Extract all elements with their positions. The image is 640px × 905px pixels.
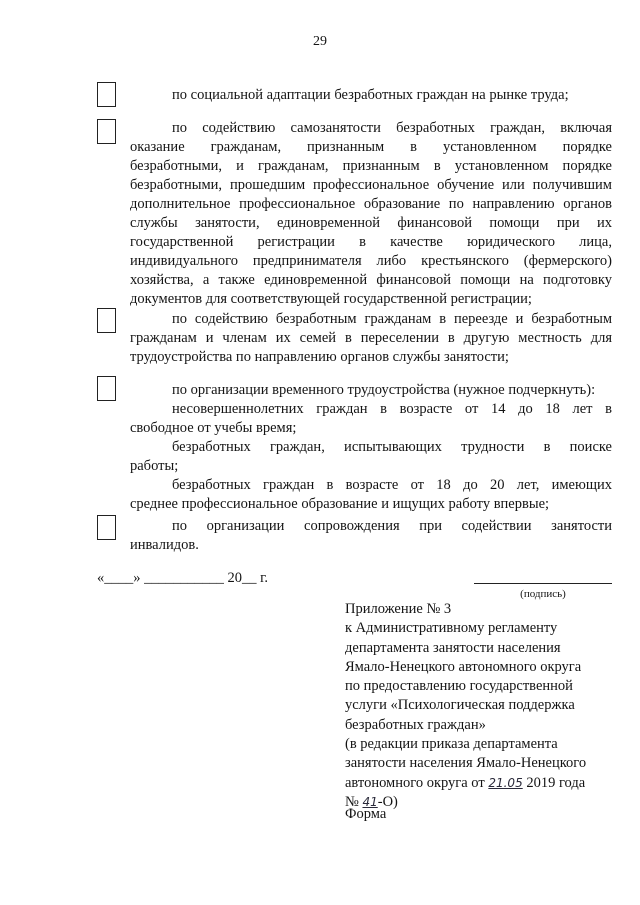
option-text: хозяйства, а также единовременной финансовой помощи на подготовку xyxy=(130,272,612,288)
option-text: документов для соответствующей государственной регистрации; xyxy=(130,291,532,307)
option-text: работы; xyxy=(130,458,179,474)
option-relocation xyxy=(130,310,612,367)
handwritten-order-number: 41 xyxy=(362,794,378,809)
checkbox-self-employment[interactable] xyxy=(97,119,116,144)
appendix-line: департамента занятости населения xyxy=(345,639,561,656)
option-text: среднее профессиональное образование и ищущих работу впервые; xyxy=(130,496,550,512)
signature-line xyxy=(474,583,612,584)
appendix-line: Приложение № 3 xyxy=(345,601,452,617)
appendix-order-line xyxy=(345,774,615,793)
option-text: по организации сопровождения при содействии занятости xyxy=(172,518,612,534)
option-disabled-support xyxy=(130,517,612,555)
number-line-suffix: -О) xyxy=(377,793,398,810)
appendix-line: (в редакции приказа департамента xyxy=(345,736,558,753)
number-line-prefix: № xyxy=(345,793,363,810)
signature-caption: (подпись) xyxy=(520,588,566,600)
appendix-line: занятости населения Ямало-Ненецкого xyxy=(345,755,587,772)
appendix-line: к Административному регламенту xyxy=(345,620,558,637)
option-text: гражданам и членам их семей в переселении в другую местность для xyxy=(130,330,612,346)
option-text: безработных граждан в возрасте от 18 до 20 лет, имеющих xyxy=(172,477,612,493)
appendix-line: услуги «Психологическая поддержка xyxy=(345,697,575,714)
option-text: по содействию безработным гражданам в переезде и безработным xyxy=(172,311,612,327)
option-text: оказание гражданам, признанным в установленном порядке xyxy=(130,139,612,155)
option-text: по организации временного трудоустройства (нужное подчеркнуть): xyxy=(172,382,596,398)
checkbox-social-adaptation[interactable] xyxy=(97,82,116,107)
order-line-suffix: 2019 года xyxy=(522,774,586,791)
option-text: дополнительное профессиональное образование по направлению органов xyxy=(130,196,612,212)
option-text: службы занятости, единовременной финансовой помощи при их xyxy=(130,215,612,231)
option-text: трудоустройства по направлению органов службы занятости; xyxy=(130,349,509,365)
date-line: «____» ___________ 20__ г. xyxy=(97,570,269,586)
option-text: безработными, и гражданам, признанным в установленном порядке xyxy=(130,158,612,174)
appendix-block xyxy=(345,600,615,812)
order-line-prefix: автономного округа от xyxy=(345,774,489,791)
appendix-line: по предоставлению государственной xyxy=(345,678,573,695)
option-text: свободное от учебы время; xyxy=(130,420,297,436)
option-text: несовершеннолетних граждан в возрасте от 14 до 18 лет в xyxy=(172,401,612,417)
appendix-line: безработных граждан» xyxy=(345,716,486,733)
option-text: безработных граждан, испытывающих трудности в поиске xyxy=(172,439,612,455)
appendix-line: Ямало-Ненецкого автономного округа xyxy=(345,658,582,675)
option-text: по социальной адаптации безработных граждан на рынке труда; xyxy=(172,87,569,103)
option-text: по содействию самозанятости безработных граждан, включая xyxy=(172,120,612,136)
checkbox-relocation[interactable] xyxy=(97,308,116,333)
option-text: инвалидов. xyxy=(130,537,199,553)
handwritten-order-date: 21.05 xyxy=(488,775,523,790)
option-text: индивидуального предпринимателя либо крестьянского (фермерского) xyxy=(130,253,612,269)
form-label: Форма xyxy=(345,806,387,822)
page-number: 29 xyxy=(313,34,327,49)
option-temporary-employment xyxy=(130,381,612,514)
option-self-employment xyxy=(130,119,612,309)
option-social-adaptation xyxy=(130,86,612,105)
checkbox-disabled-support[interactable] xyxy=(97,515,116,540)
checkbox-temporary-employment[interactable] xyxy=(97,376,116,401)
option-text: безработными, прошедшим профессиональное обучение или получившим xyxy=(130,177,612,193)
option-text: государственной регистрации в качестве юридического лица, xyxy=(130,234,612,250)
